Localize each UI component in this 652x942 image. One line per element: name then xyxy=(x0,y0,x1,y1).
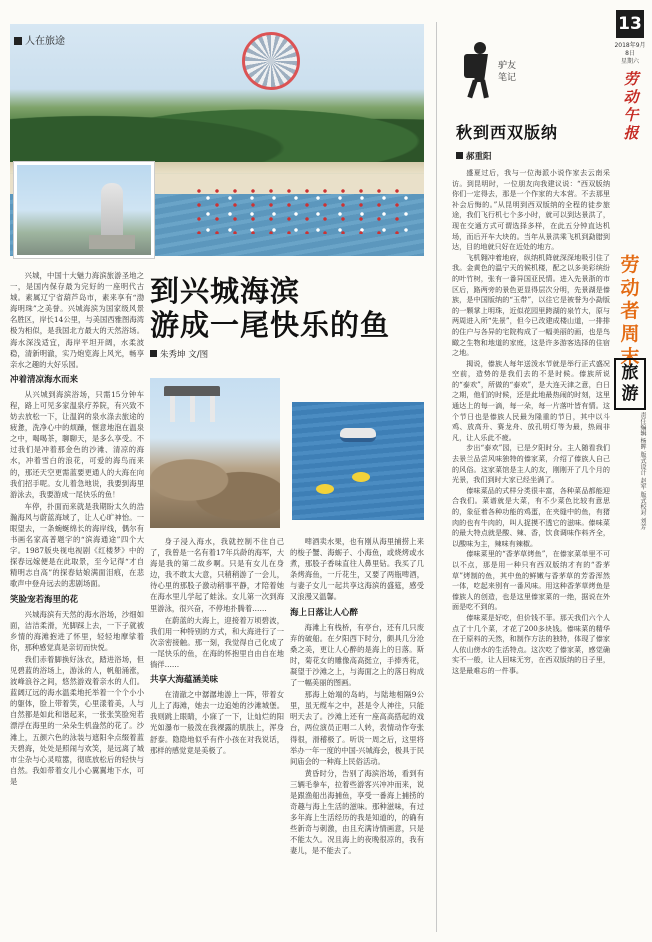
sea-boat-photo xyxy=(292,402,424,520)
headline-line-2: 游成一尾快乐的鱼 xyxy=(150,308,391,342)
section-tag xyxy=(14,32,65,47)
editor-credits: 责任编辑 杨晖 版式设计 赵军 版式校对 刘芳 xyxy=(639,412,646,530)
section-label: 旅游 xyxy=(614,358,646,410)
right-paragraph: 傣味菜里的“香茅草烤鱼”，在傣家菜单里不可以不点，那是用一种只有西双版纳才有的“香茅草”烤制的鱼，其中鱼的鲜嫩与香茅草的芳香浑然一体，吃起来别有一番风味。用这种香茅草烤鱼是傣族人的创造，也是这里傣家菜的一绝，据说在外面是吃不到的。 xyxy=(452,549,610,612)
swim-ring-graphic xyxy=(316,484,334,494)
subhead-swim: 冲着清凉海水而来 xyxy=(10,374,79,385)
hiker-icon xyxy=(462,42,500,98)
main-headline xyxy=(150,274,420,342)
swim-ring-graphic xyxy=(352,472,370,482)
left-byline xyxy=(150,348,208,360)
page-divider xyxy=(436,22,437,932)
right-paragraph: 傣味菜是好吃，但价钱不菲。那天我们六个人点了十几个菜，才花了200多块钱。傣味菜的精华在于原料的天然，和制作方法的独特，体现了傣家人依山傍水的生活特点。这次吃了傣家菜，感觉确实不一般，让人回味无穷，在西双版纳的日子里，这是最难忘的一件事。 xyxy=(452,612,610,675)
subhead-sunset: 海上日落让人心醉 xyxy=(290,607,359,618)
inset-statue-photo xyxy=(14,162,154,258)
swim-paragraph-1: 从兴城到海滨浴场，只需15分钟车程，路上可见多家温泉疗养院，有兴致不妨去放松一下，让温润的泉水涤去旅途的疲惫，洗净心中的烦躁，惬意地泡在温泉之中，喝喝茶，聊聊天，是多么享受。不过我们是冲着那金色的沙滩、清凉的海水，冲着雪白的浪花，可爱的海鸟而来的，那还天空更需蓝要更通人的大海在向我们招手呢。女儿着急地说，我要到海里游泳去，我要游成一尾快乐的鱼！ xyxy=(10,389,144,499)
swim-paragraph-2: 车停，扑面而来就是我期盼太久的浩瀚海风与蔚蓝海域了，让人心旷神怡。一眼望去，一条蜿蜒绵长的海岸线，偶尔有书画名家高普题字的“滨海通途”四个大字。1987版央视电视剧《红楼梦》中的探春远嫁便是在此取景，至今记得“才自精明志自高”的探春姑娘满面泪痕，在悲歌声中登舟远去的悲剧场面。 xyxy=(10,501,144,589)
sunset-paragraph-1: 海滩上有栈桥，有亭台，还有几只废弃的破船。在夕阳西下时分，颇具几分沧桑之美，更让人心醉的是海上的日落。斯时，菊花女的雕像高高挺立，手捧秀花，凝望于沙滩之上，与海面之上的落日构成了一幅美丽的图画。 xyxy=(290,622,424,688)
boat-graphic xyxy=(340,428,376,442)
issue-weekday: 星期六 xyxy=(620,58,639,65)
issue-date-text: 2018年9月8日 xyxy=(614,42,646,57)
statue-base-graphic xyxy=(89,235,135,249)
left-column-3 xyxy=(290,536,424,858)
photo-hills xyxy=(10,92,424,162)
rocks-graphic xyxy=(150,448,280,528)
col2-paragraph-1: 身子浸入海水，我就控制不住自己了，我曾是一名有着17年兵龄的海军，大海是我的第二故乡啊。只是有女儿在身边，我不敢太大意，只稍稍游了一会儿，待心里的那股子激动稍事平静，才陪着她在海水里儿学起了蛙泳。女儿第一次到海里游泳，很兴奋，不停地扑腾着…… xyxy=(150,537,284,613)
column-name xyxy=(498,60,516,84)
subhead-sand: 笑脸宠若海里的花 xyxy=(10,594,79,605)
photo-swimmers xyxy=(190,184,410,234)
section-tag-label: 人在旅途 xyxy=(25,36,65,47)
right-paragraph: 傣味菜品的式样分类很丰富，各种菜品都能迎合我们。菜谱就是大菜，有不少菜色比较有意思的，象征着各种功能的鸡蛋，在夹缝中的鱼，有猪肉的也有牛肉的，叫人捉摸不透它的滋味。傣味菜的最大特点就是酸、辣、香，饮食调味作料齐全，以酸味为主，辣味有辣椒。 xyxy=(452,485,610,548)
pavilion-pillar xyxy=(190,396,195,422)
right-byline xyxy=(456,150,492,162)
pavilion-roof-graphic xyxy=(164,386,220,396)
sand-paragraph-2: 我们赤着脚换好泳衣，踏进浴场，但见碧蓝的浴场上，游泳的人，帆船涌涨，波峰浪谷之间，悠然游戏着亲水的人们。蓝阔辽远的海水温柔地托举着一个个小小的躯体，脸上带着笑，心里漾着美，人与自然都是如此和谐起来，一张张笑脸宛若漂浮在海里的一朵朵生机盎然的花了。沙滩上，五颜六色的泳装与遮阳伞点缀着蓝天碧海，处处是照闹与欢笑，是远离了城市尘杂与心灵喧嚣，彻底放松后的轻快与自然。我如带着女儿小心翼翼地下水，可是 xyxy=(10,654,144,786)
right-byline-text: 郝重阳 xyxy=(466,152,492,162)
food-paragraph: 在清澈之中潺潺地游上一阵，带着女儿上了海滩，她去一边追她的沙滩城堡。我则跳上眼睛，小寐了一下，让灿烂的阳光如瀑布一般泼在我裸露的肌肤上，浑身舒泰。隐隐地似乎有件小孩在对我说话，那样的感觉竟是美极了。 xyxy=(150,690,284,755)
issue-date xyxy=(614,42,646,66)
left-byline-text: 朱秀坤 文/图 xyxy=(160,350,209,360)
sunset-paragraph-3: 黄昏时分，告别了海滨浴场，看到有三辆毛拳车，拉着些游客兴冲冲而来，说是跟渔船出海捕鱼，享受一番海上捕捞的奇趣与海上生活的滋味。那种滋味，有过多年海上生活经历的我是知道的，的确有些新奇与刺激，由且充满诗情画意，只是不能太久。况且海上的夜晚很凉的，我有妻儿，是不能去了。 xyxy=(290,768,424,856)
ferris-wheel-graphic xyxy=(242,32,300,90)
right-paragraph: 盛夏过后，我与一位海派小说作家去云南采访。到昆明时，一位朋友向我建议说：“西双版纳你们一定得去，那是一个作家的大本营。不去那里补会后悔的。”从昆明到西双版纳的全程的徒步旅途，我们飞行机七个多小时，就可以到达景洪了，现在交通方式可谓选择多样，在此五分钟直达机场，而后开车大块的。当年从景洪乘飞机到勐腊到达，目的地就只好在近处的地方。 xyxy=(452,168,610,252)
col3-paragraph-1: 啤酒卖水果，也有刚从海里捕捞上来的梭子蟹、海蛎子、小海鱼，或烧烤或水煮，那股子香味直往人鼻里钻。我买了几条烤海鱼，一斤花生，又要了两瓶啤酒，与妻子女儿一起共享这海滨的盛筵，感受又浪漫又温馨。 xyxy=(290,537,424,602)
weekly-name: 劳动者周末 xyxy=(620,254,640,368)
subhead-food: 共享大海蕴涵美味 xyxy=(150,675,219,686)
paper-name: 劳动午报 xyxy=(623,70,639,142)
pavilion-pillar xyxy=(170,396,175,422)
sunset-paragraph-2: 那海上始端的岛屿，与陆地相隔9公里，虽无缆车之中，甚是令人神往，只能明天去了。沙滩上还有一座高高搭起的戏台，两位演员正唱二人转，表情动作夸张得很，滑稽极了。听说一周之后，这里将举办一年一度的中国·兴城海会，极具于民间庙会的一种海上民俗活动。 xyxy=(290,690,424,766)
right-column-body xyxy=(452,168,610,677)
right-title: 秋到西双版纳 xyxy=(456,123,559,142)
sand-paragraph-1: 兴城海滨有天然的海水浴场，沙细如面，洁洁柔滑，光脚踩上去，一下子就被乡情的海滩抱进了怀里，轻轻地摩挲着你，那种感觉真是亲切而快悦。 xyxy=(10,609,144,652)
column-name-line-1: 驴友 xyxy=(498,61,517,71)
pavilion-pillar xyxy=(210,396,215,422)
right-paragraph: 飞机翱冲着地府，纵纳机降就深深地吸引住了我。金黄色的温宁天的候机楼，配之以多美彩缤纷的叶竹树，张有一番异国亚民情。进入先景浙的市区后，路两旁的景色更显得层次分明，先景湖是傣族，是中国版纳的“玉带”，以往它是被誉为小勐版的一颗掌上明珠，近似花园里跨湖的泉竹大，原与两周进入所“先景”，但今已改建成楼山道，一排排的住户与各异的宅院构成了一幅美丽的画，也是鸟瞰之生物和地道的家庭，这是许多游客选择的住宿之地。 xyxy=(452,252,610,358)
left-column-1 xyxy=(10,270,144,788)
right-paragraph: 揭说，傣族人每年送泼水节就是举行正式盛况空前，造势的是我们去的不是时候。傣族所说的“泰欢”，所做的“泰欢”，是大连天津之意，白日之期，他们的时候，还是此地最热闹的时刻，这里通达上的每一滴，每一朵，每一片落叶皆有情。这个节日也是傣族人民最为隆重的节日，其中以斗鸡、放高升、赛龙舟、放孔明灯等为最，热闹非凡，让人乐此不疲。 xyxy=(452,358,610,442)
pavilion-photo xyxy=(150,378,280,528)
page-number: 13 xyxy=(616,10,644,38)
right-paragraph: 步出“泰欢”园，已是夕阳时分。主人随看我们去景兰品尝风味独特的傣家菜，介绍了傣族人自己的风俗。这家菜馆是主人的友，刚刚开了几个月的光景，我们到时大家已经坐满了。 xyxy=(452,443,610,485)
statue-graphic xyxy=(101,183,123,243)
col2-paragraph-2: 在蔚蓝的大海上，迎接着万顷碧波，我们用一种特别的方式，和大海进行了一次亲密接触。那一刻，我觉得自己化成了一尾快乐的鱼，在海的怀抱里自由自在地徜徉…… xyxy=(150,615,284,670)
intro-paragraph: 兴城，中国十大魅力海滨旅游圣地之一，是国内保存最为完好的一座明代古城。素属辽宁省葫芦岛市，素来享有“渤海明珠”之美誉。兴城海滨为国家级风景名胜区，岸长14公里，与美国西雅图海湾极为相似，是我国北方最大的天然浴场。海水深浅适宜，海岸平坦开阔，水柔波稳，清新明澈，实乃炮览海上风光，畅享亲水之趣的大好乐园。 xyxy=(10,271,144,369)
headline-line-1: 到兴城海滨 xyxy=(150,274,301,308)
column-name-line-2: 笔记 xyxy=(498,73,517,83)
left-column-2 xyxy=(150,536,284,757)
